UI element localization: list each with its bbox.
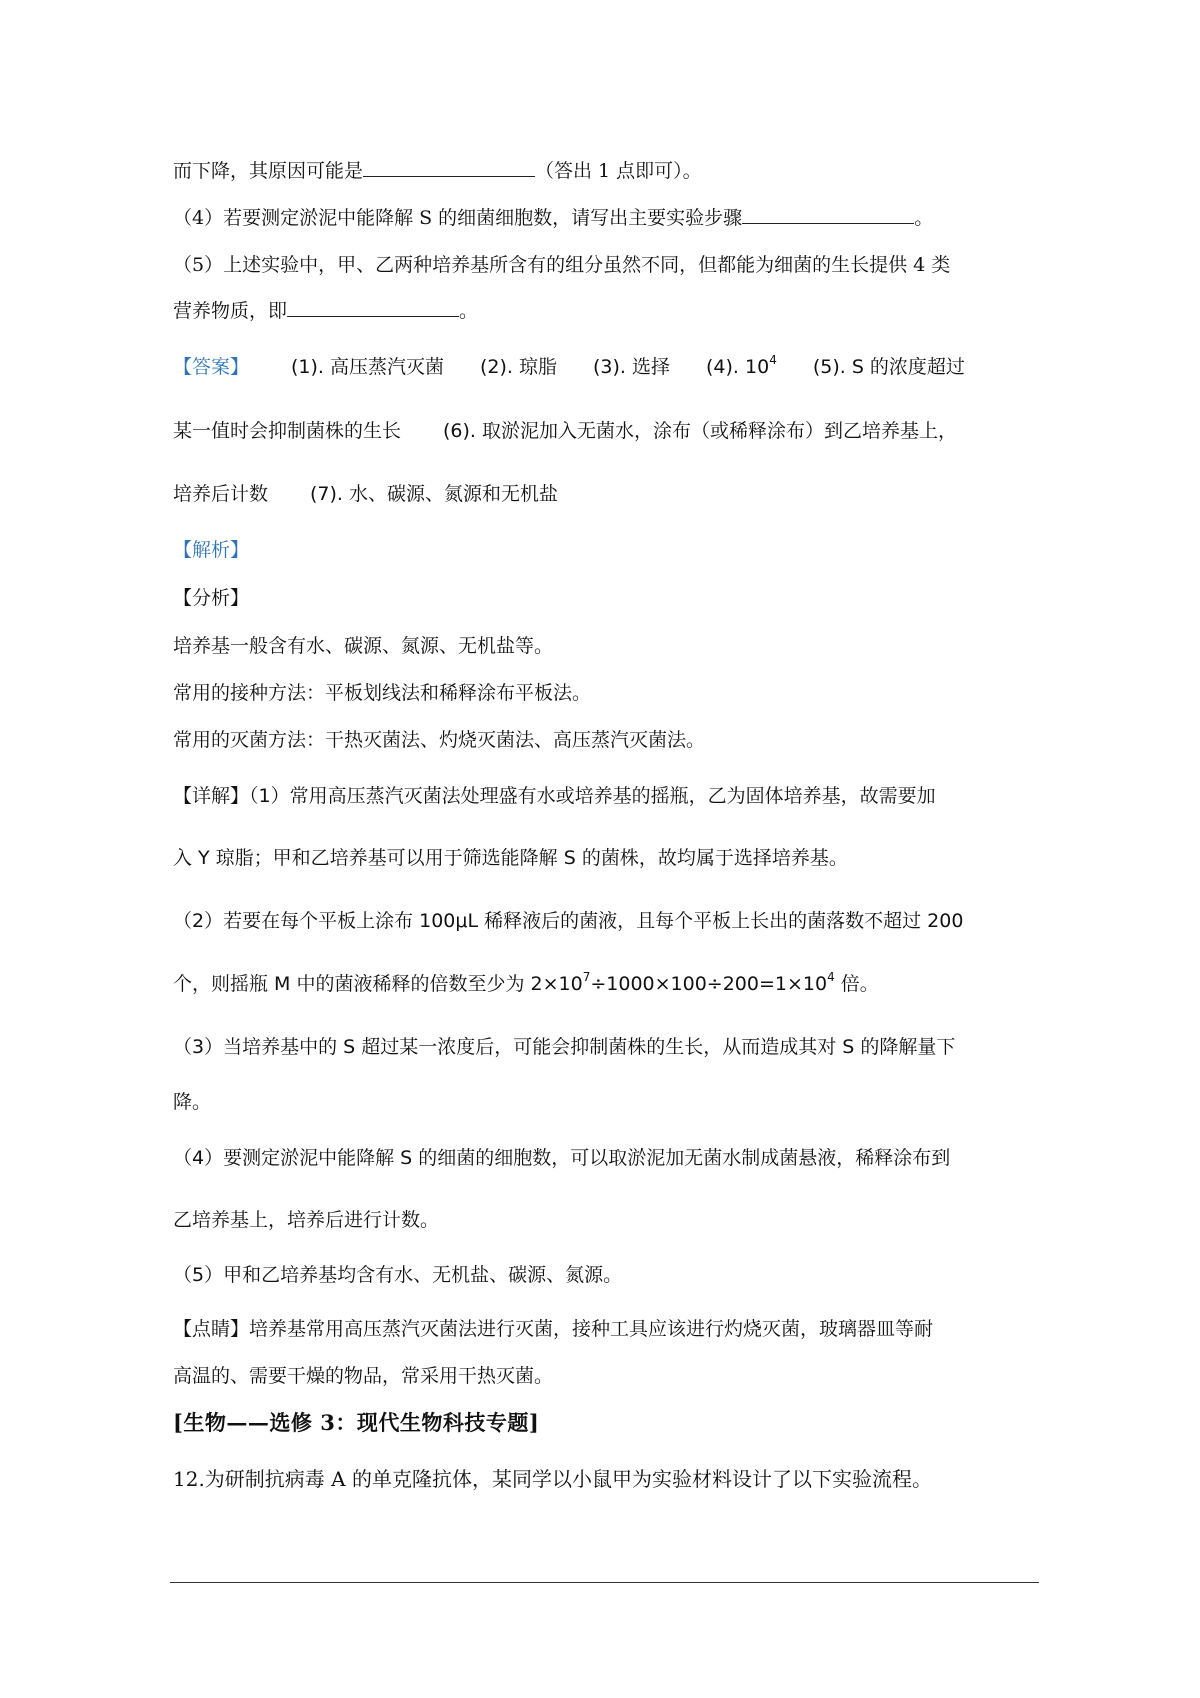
q3-tail-suffix: （答出 1 点即可）。	[535, 160, 702, 182]
q4-prefix: （4）若要测定淤泥中能降解 S 的细菌细胞数，请写出主要实验步骤	[173, 207, 743, 229]
analysis-line-2: 常用的接种方法：平板划线法和稀释涂布平板法。	[173, 682, 592, 704]
detail-p3-line-2: 降。	[173, 1091, 212, 1113]
answer-item-2: (2). 琼脂	[480, 356, 558, 378]
answer-line-2	[173, 418, 1040, 444]
answer-item-4: (4). $10^4$	[706, 352, 777, 378]
detail-p2-line-1: （2）若要在每个平板上涂布 100μL 稀释液后的菌液，且每个平板上长出的菌落数不超过 200	[173, 910, 964, 932]
answer-item-6-cont: 培养后计数	[173, 483, 269, 505]
detail-p4-line-2: 乙培养基上，培养后进行计数。	[173, 1209, 440, 1231]
answer-tag: 【答案】	[173, 356, 250, 378]
tip-line-2: 高温的、需要干燥的物品，常采用干热灭菌。	[173, 1365, 554, 1387]
answer-item-5-start: (5). S 的浓度超过	[812, 356, 965, 378]
answer-item-6-start: (6). 取淤泥加入无菌水，涂布（或稀释涂布）到乙培养基上，	[443, 420, 958, 442]
detail-p3-line-1: （3）当培养基中的 S 超过某一浓度后，可能会抑制菌株的生长，从而造成其对 S 的降解量下	[173, 1036, 956, 1058]
q5-line2-suffix: 。	[459, 300, 479, 322]
q3-tail-line	[173, 158, 1040, 184]
q4-suffix: 。	[914, 207, 934, 229]
analysis-tag: 【解析】	[173, 539, 250, 561]
analysis-subtag: 【分析】	[173, 587, 250, 609]
detail-p4-line-1: （4）要测定淤泥中能降解 S 的细菌的细胞数，可以取淤泥加无菌水制成菌悬液，稀释涂布到	[173, 1147, 951, 1169]
detail-p5-line-1: （5）甲和乙培养基均含有水、无机盐、碳源、氮源。	[173, 1264, 623, 1286]
q5-answer-blank	[287, 298, 459, 317]
detail-p2-line-2: 个，则摇瓶 M 中的菌液稀释的倍数至少为 $2\times 10^7\div 1000\times 100\div 200=1\times 10^4$ 倍。	[173, 969, 879, 995]
q12-text: 12.为研制抗病毒 A 的单克隆抗体，某同学以小鼠甲为实验材料设计了以下实验流程。	[173, 1467, 932, 1491]
q5-line-1: （5）上述实验中，甲、乙两种培养基所含有的组分虽然不同，但都能为细菌的生长提供 4 类	[173, 254, 951, 276]
answer-line-1	[173, 354, 1040, 380]
analysis-line-3: 常用的灭菌方法：干热灭菌法、灼烧灭菌法、高压蒸汽灭菌法。	[173, 729, 706, 751]
analysis-line-1: 培养基一般含有水、碳源、氮源、无机盐等。	[173, 635, 554, 657]
q3-tail-prefix: 而下降，其原因可能是	[173, 160, 364, 182]
answer-item-5-cont: 某一值时会抑制菌株的生长	[173, 420, 402, 442]
answer-item-1: (1). 高压蒸汽灭菌	[291, 356, 445, 378]
section-heading: [生物——选修 3：现代生物科技专题]	[173, 1410, 540, 1435]
answer-line-3	[173, 481, 1040, 507]
q5-line2-prefix: 营养物质，即	[173, 300, 288, 322]
answer-item-7: (7). 水、碳源、氮源和无机盐	[310, 483, 559, 505]
footer-divider	[170, 1582, 1039, 1583]
q4-line	[173, 205, 1040, 231]
detail-p1-line-2: 入 Y 琼脂；甲和乙培养基可以用于筛选能降解 S 的菌株，故均属于选择培养基。	[173, 847, 848, 869]
detail-p1-line-1: 【详解】（1）常用高压蒸汽灭菌法处理盛有水或培养基的摇瓶，乙为固体培养基，故需要加	[173, 785, 936, 807]
tip-line-1: 【点睛】培养基常用高压蒸汽灭菌法进行灭菌，接种工具应该进行灼烧灭菌，玻璃器皿等耐	[173, 1318, 934, 1340]
q5-line-2	[173, 298, 1040, 324]
answer-item-3: (3). 选择	[593, 356, 671, 378]
q3-answer-blank	[363, 158, 535, 177]
q4-answer-blank	[742, 205, 914, 224]
